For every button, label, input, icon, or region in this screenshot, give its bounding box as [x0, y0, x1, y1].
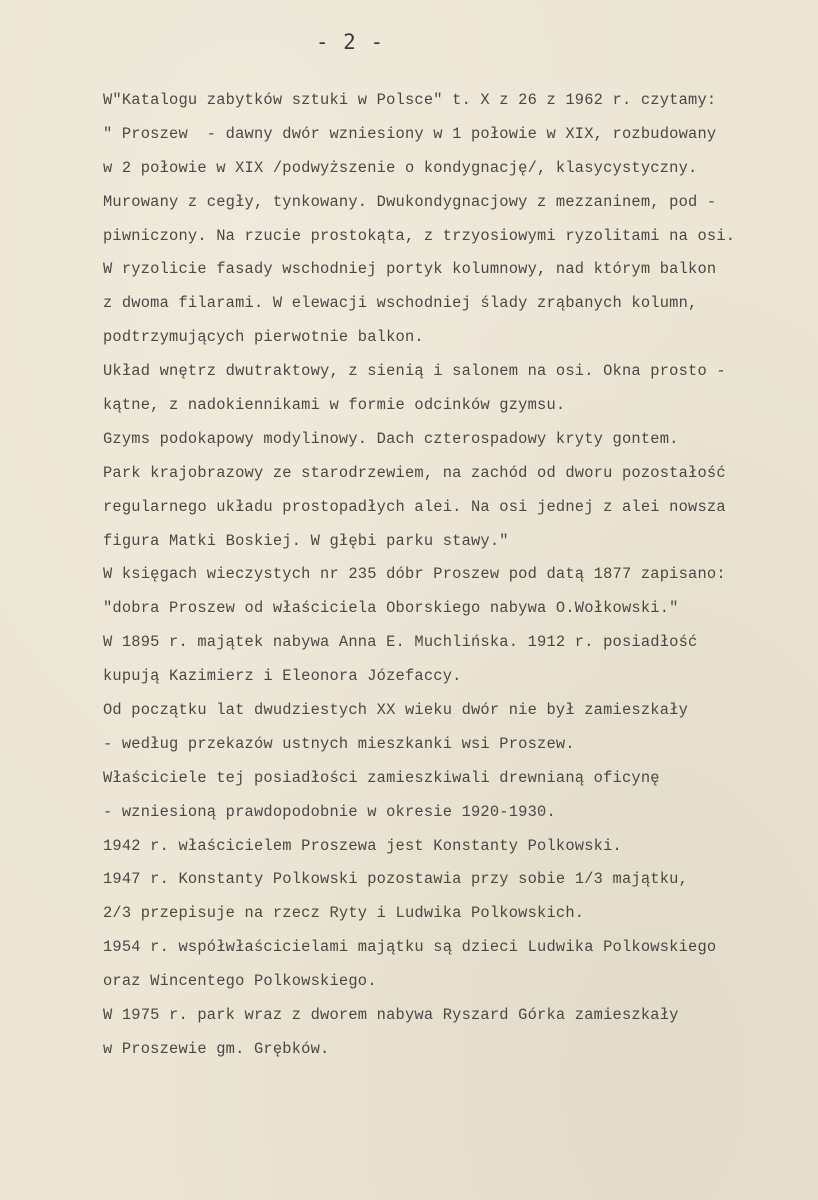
text-line: 1947 r. Konstanty Polkowski pozostawia przy sobie 1/3 majątku, — [103, 870, 689, 889]
text-line: 2/3 przepisuje na rzecz Ryty i Ludwika Polkowskich. — [103, 904, 585, 923]
text-line: W księgach wieczystych nr 235 dóbr Proszew pod datą 1877 zapisano: — [103, 565, 726, 584]
text-line: Park krajobrazowy ze starodrzewiem, na zachód od dworu pozostałość — [103, 463, 726, 482]
text-line: " Proszew - dawny dwór wzniesiony w 1 połowie w XIX, rozbudowany — [103, 124, 717, 143]
text-line: Murowany z cegły, tynkowany. Dwukondygnacjowy z mezzaninem, pod - — [103, 192, 717, 211]
text-line: - według przekazów ustnych mieszkanki wsi Proszew. — [103, 734, 575, 753]
typed-text-body — [103, 84, 803, 1067]
text-line: 1942 r. właścicielem Proszewa jest Konstanty Polkowski. — [103, 836, 622, 855]
text-line: z dwoma filarami. W elewacji wschodniej ślady zrąbanych kolumn, — [103, 294, 698, 313]
text-line: Właściciele tej posiadłości zamieszkiwali drewnianą oficynę — [103, 768, 660, 787]
text-line: oraz Wincentego Polkowskiego. — [103, 972, 377, 991]
text-line: regularnego układu prostopadłych alei. Na osi jednej z alei nowsza — [103, 497, 726, 516]
text-line: figura Matki Boskiej. W głębi parku stawy." — [103, 531, 509, 550]
text-line: podtrzymujących pierwotnie balkon. — [103, 328, 424, 347]
text-line: Gzyms podokapowy modylinowy. Dach czterospadowy kryty gontem. — [103, 429, 679, 448]
text-line: piwniczony. Na rzucie prostokąta, z trzyosiowymi ryzolitami na osi. — [103, 226, 736, 245]
text-line: W"Katalogu zabytków sztuki w Polsce" t. X z 26 z 1962 r. czytamy: — [103, 91, 717, 109]
text-line: Od początku lat dwudziestych XX wieku dwór nie był zamieszkały — [103, 701, 689, 720]
text-line: kupują Kazimierz i Eleonora Józefaccy. — [103, 667, 462, 686]
text-line: W 1975 r. park wraz z dworem nabywa Ryszard Górka zamieszkały — [103, 1006, 679, 1025]
text-line: kątne, z nadokiennikami w formie odcinków gzymsu. — [103, 396, 566, 415]
text-line: - wzniesioną prawdopodobnie w okresie 1920-1930. — [103, 802, 556, 821]
text-line: W ryzolicie fasady wschodniej portyk kolumnowy, nad którym balkon — [103, 260, 717, 279]
text-line: w 2 połowie w XIX /podwyższenie o kondygnację/, klasycystyczny. — [103, 158, 698, 177]
page-number: - 2 - — [315, 30, 385, 54]
text-line: Układ wnętrz dwutraktowy, z sienią i salonem na osi. Okna prosto - — [103, 362, 726, 381]
text-line: 1954 r. współwłaścicielami majątku są dzieci Ludwika Polkowskiego — [103, 938, 717, 957]
text-line: w Proszewie gm. Grębków. — [103, 1039, 330, 1058]
text-line: W 1895 r. majątek nabywa Anna E. Muchlińska. 1912 r. posiadłość — [103, 633, 698, 652]
text-line: "dobra Proszew od właściciela Oborskiego nabywa O.Wołkowski." — [103, 599, 679, 618]
